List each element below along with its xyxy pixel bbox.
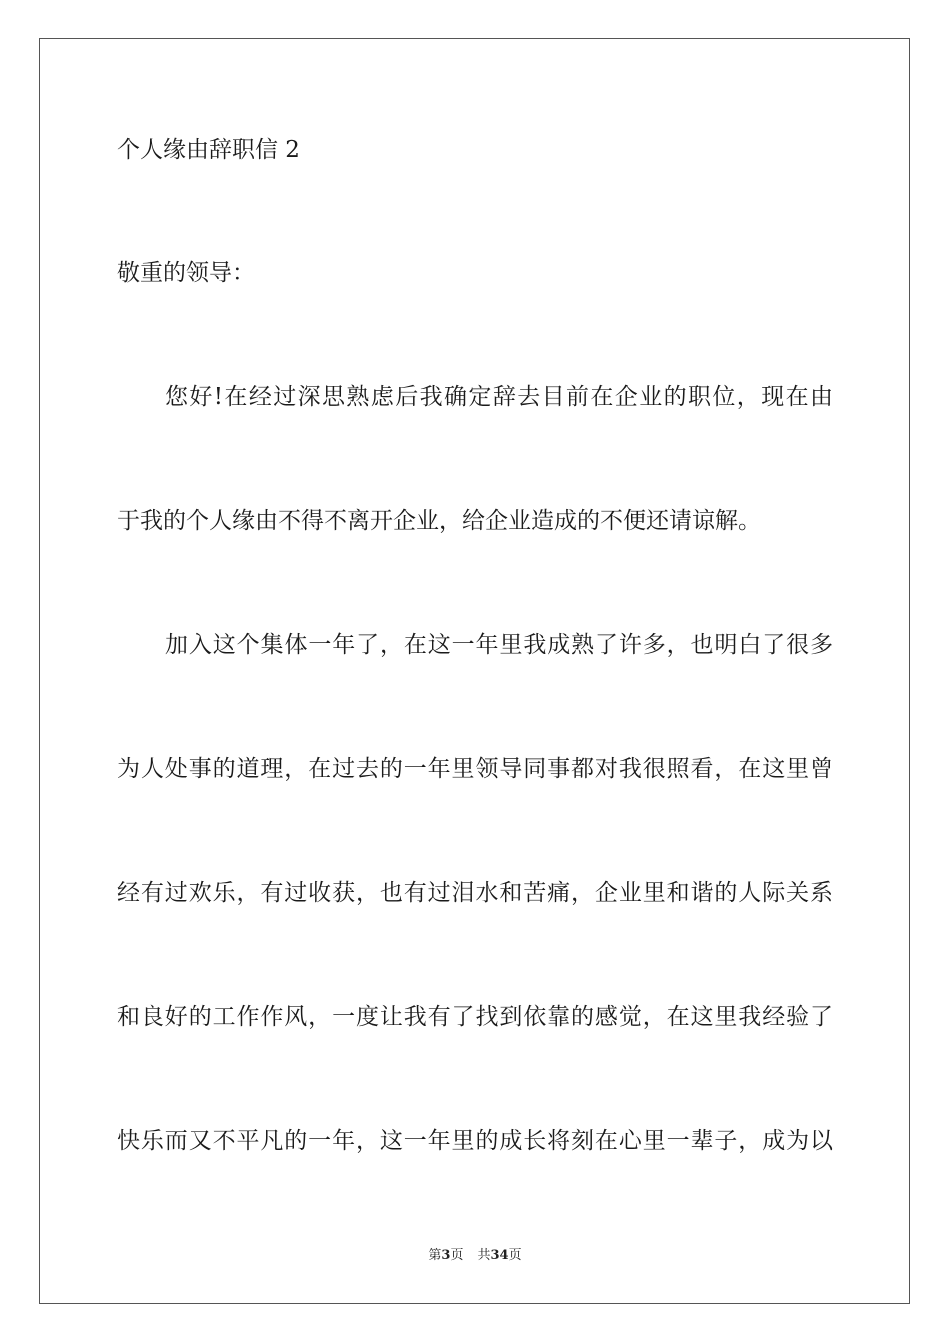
body-line-7: 快乐而又不平凡的一年，这一年里的成长将刻在心里一辈子，成为以 xyxy=(117,1128,833,1154)
body-line-3: 加入这个集体一年了，在这一年里我成熟了许多，也明白了很多 xyxy=(165,632,833,658)
total-pages: 34 xyxy=(490,1248,509,1263)
document-title: 个人缘由辞职信 2 xyxy=(117,137,300,163)
page-suffix: 页 xyxy=(450,1248,464,1263)
salutation: 敬重的领导： xyxy=(117,260,255,286)
body-line-5: 经有过欢乐，有过收获，也有过泪水和苦痛，企业里和谐的人际关系 xyxy=(117,880,833,906)
body-line-2: 于我的个人缘由不得不离开企业，给企业造成的不便还请谅解。 xyxy=(117,508,761,534)
body-line-4: 为人处事的道理，在过去的一年里领导同事都对我很照看，在这里曾 xyxy=(117,756,833,782)
total-prefix: 共 xyxy=(477,1248,491,1263)
body-line-1: 您好!在经过深思熟虑后我确定辞去目前在企业的职位，现在由 xyxy=(165,384,833,410)
body-line-6: 和良好的工作作风，一度让我有了找到依靠的感觉，在这里我经验了 xyxy=(117,1004,833,1030)
page-border xyxy=(39,38,910,1304)
page-number: 3 xyxy=(441,1248,451,1263)
page-prefix: 第 xyxy=(428,1248,442,1263)
page-footer xyxy=(0,1247,950,1265)
total-suffix: 页 xyxy=(508,1248,522,1263)
